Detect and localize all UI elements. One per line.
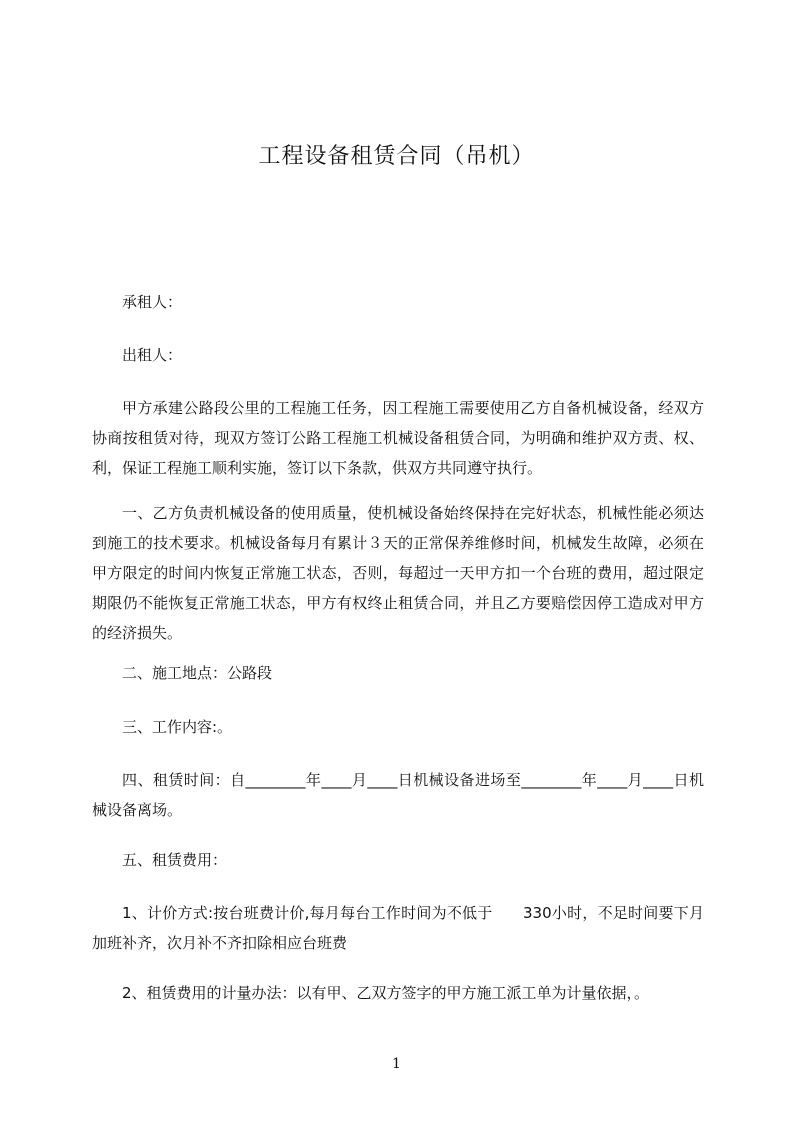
lessee-line: 承租人：: [122, 293, 183, 311]
clause-4-paragraph: 四、租赁时间：自________年____月____日机械设备进场至________年____月____日机械设备离场。: [92, 771, 704, 819]
clause-5-2-paragraph: 2、租赁费用的计量办法：以有甲、乙双方签字的甲方施工派工单为计量依据，。: [122, 984, 650, 1002]
clause-1-paragraph: 一、乙方负责机械设备的使用质量，使机械设备始终保持在完好状态，机械性能必须达到施工的技术要求。机械设备每月有累计３天的正常保养维修时间，机械发生故障，必须在甲方限定的时间内恢复正常施工状态，否则，每超过一天甲方扣一个台班的费用，超过限定期限仍不能恢复正常施工状态，甲方有权终止租赁合同，并且乙方要赔偿因停工造成对甲方的经济损失。: [92, 504, 704, 642]
clause-2-paragraph: 二、施工地点：公路段: [122, 664, 273, 682]
document-title: 工程设备租赁合同（吊机）: [258, 144, 535, 169]
lessor-line: 出租人：: [122, 346, 183, 364]
page-number: 1: [392, 1056, 401, 1072]
clause-3-paragraph: 三、工作内容:。: [122, 718, 233, 736]
clause-5-1-paragraph: 1、计价方式:按台班费计价,每月每台工作时间为不低于 330小时，不足时间要下月加班补齐，次月补不齐扣除相应台班费: [92, 904, 704, 952]
intro-paragraph: 甲方承建公路段公里的工程施工任务，因工程施工需要使用乙方自备机械设备，经双方协商按租赁对待，现双方签订公路工程施工机械设备租赁合同，为明确和维护双方责、权、利，保证工程施工顺利实施，签订以下条款，供双方共同遵守执行。: [92, 399, 704, 477]
clause-5-heading: 五、租赁费用：: [122, 851, 228, 869]
